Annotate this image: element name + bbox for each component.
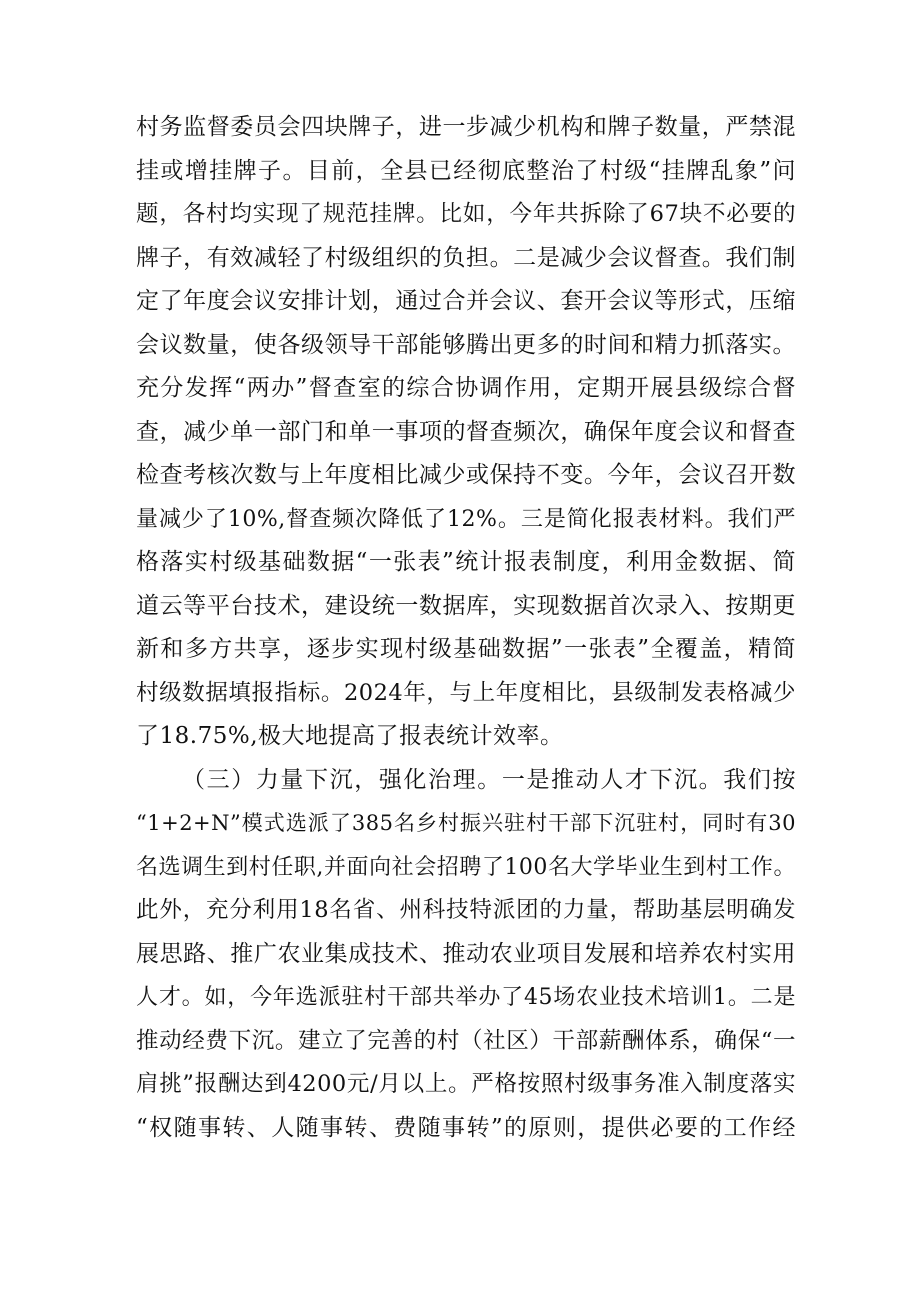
text-line: 充分发挥“两办”督查室的综合协调作用，定期开展县级综合督 — [136, 375, 796, 401]
text-line: “1+2+N”模式选派了385名乡村振兴驻村干部下沉驻村，同时有30 — [136, 811, 796, 835]
text-line: 了18.75%,极大地提高了报表统计效率。 — [136, 723, 564, 749]
body-text — [136, 106, 796, 1150]
text-line: 人才。如，今年选派驻村干部共举办了45场农业技术培训1。二是 — [136, 985, 796, 1010]
text-line: 题，各村均实现了规范挂牌。比如，今年共拆除了67块不必要的 — [136, 201, 796, 227]
text-line: 此外，充分利用18名省、州科技特派团的力量，帮助基层明确发 — [136, 897, 796, 923]
text-line: 格落实村级基础数据“一张表”统计报表制度，利用金数据、简 — [136, 549, 796, 575]
text-line: 定了年度会议安排计划，通过合并会议、套开会议等形式，压缩 — [136, 288, 796, 314]
text-line: 村务监督委员会四块牌子，进一步减少机构和牌子数量，严禁混 — [136, 114, 796, 140]
text-line: 会议数量，使各级领导干部能够腾出更多的时间和精力抓落实。 — [136, 331, 796, 358]
text-line: 名选调生到村任职,并面向社会招聘了100名大学毕业生到村工作。 — [136, 854, 796, 880]
text-line: 挂或增挂牌子。目前，全县已经彻底整治了村级“挂牌乱象”问 — [136, 157, 796, 184]
text-line: 检查考核次数与上年度相比减少或保持不变。今年，会议召开数 — [136, 462, 796, 488]
section-heading-line: （三）力量下沉，强化治理。一是推动人才下沉。我们按 — [182, 766, 796, 793]
text-line: 展思路、推广农业集成技术、推动农业项目发展和培养农村实用 — [136, 940, 796, 967]
text-line: 村级数据填报指标。2024年，与上年度相比，县级制发表格减少 — [136, 679, 796, 706]
text-line: 新和多方共享，逐步实现村级基础数据”一张表”全覆盖，精简 — [136, 636, 796, 662]
text-line: 量减少了10%,督查频次降低了12%。三是简化报表材料。我们严 — [136, 506, 796, 532]
text-line: 牌子，有效减轻了村级组织的负担。二是减少会议督查。我们制 — [136, 244, 796, 271]
text-line: 道云等平台技术，建设统一数据库，实现数据首次录入、按期更 — [136, 592, 796, 619]
text-line: 查，减少单一部门和单一事项的督查频次，确保年度会议和督查 — [136, 418, 796, 445]
text-line: 肩挑”报酬达到4200元/月以上。严格按照村级事务准入制度落实 — [136, 1071, 796, 1097]
text-line: 推动经费下沉。建立了完善的村（社区）干部薪酬体系，确保“一 — [136, 1027, 796, 1054]
text-line: “权随事转、人随事转、费随事转”的原则，提供必要的工作经 — [136, 1114, 796, 1141]
